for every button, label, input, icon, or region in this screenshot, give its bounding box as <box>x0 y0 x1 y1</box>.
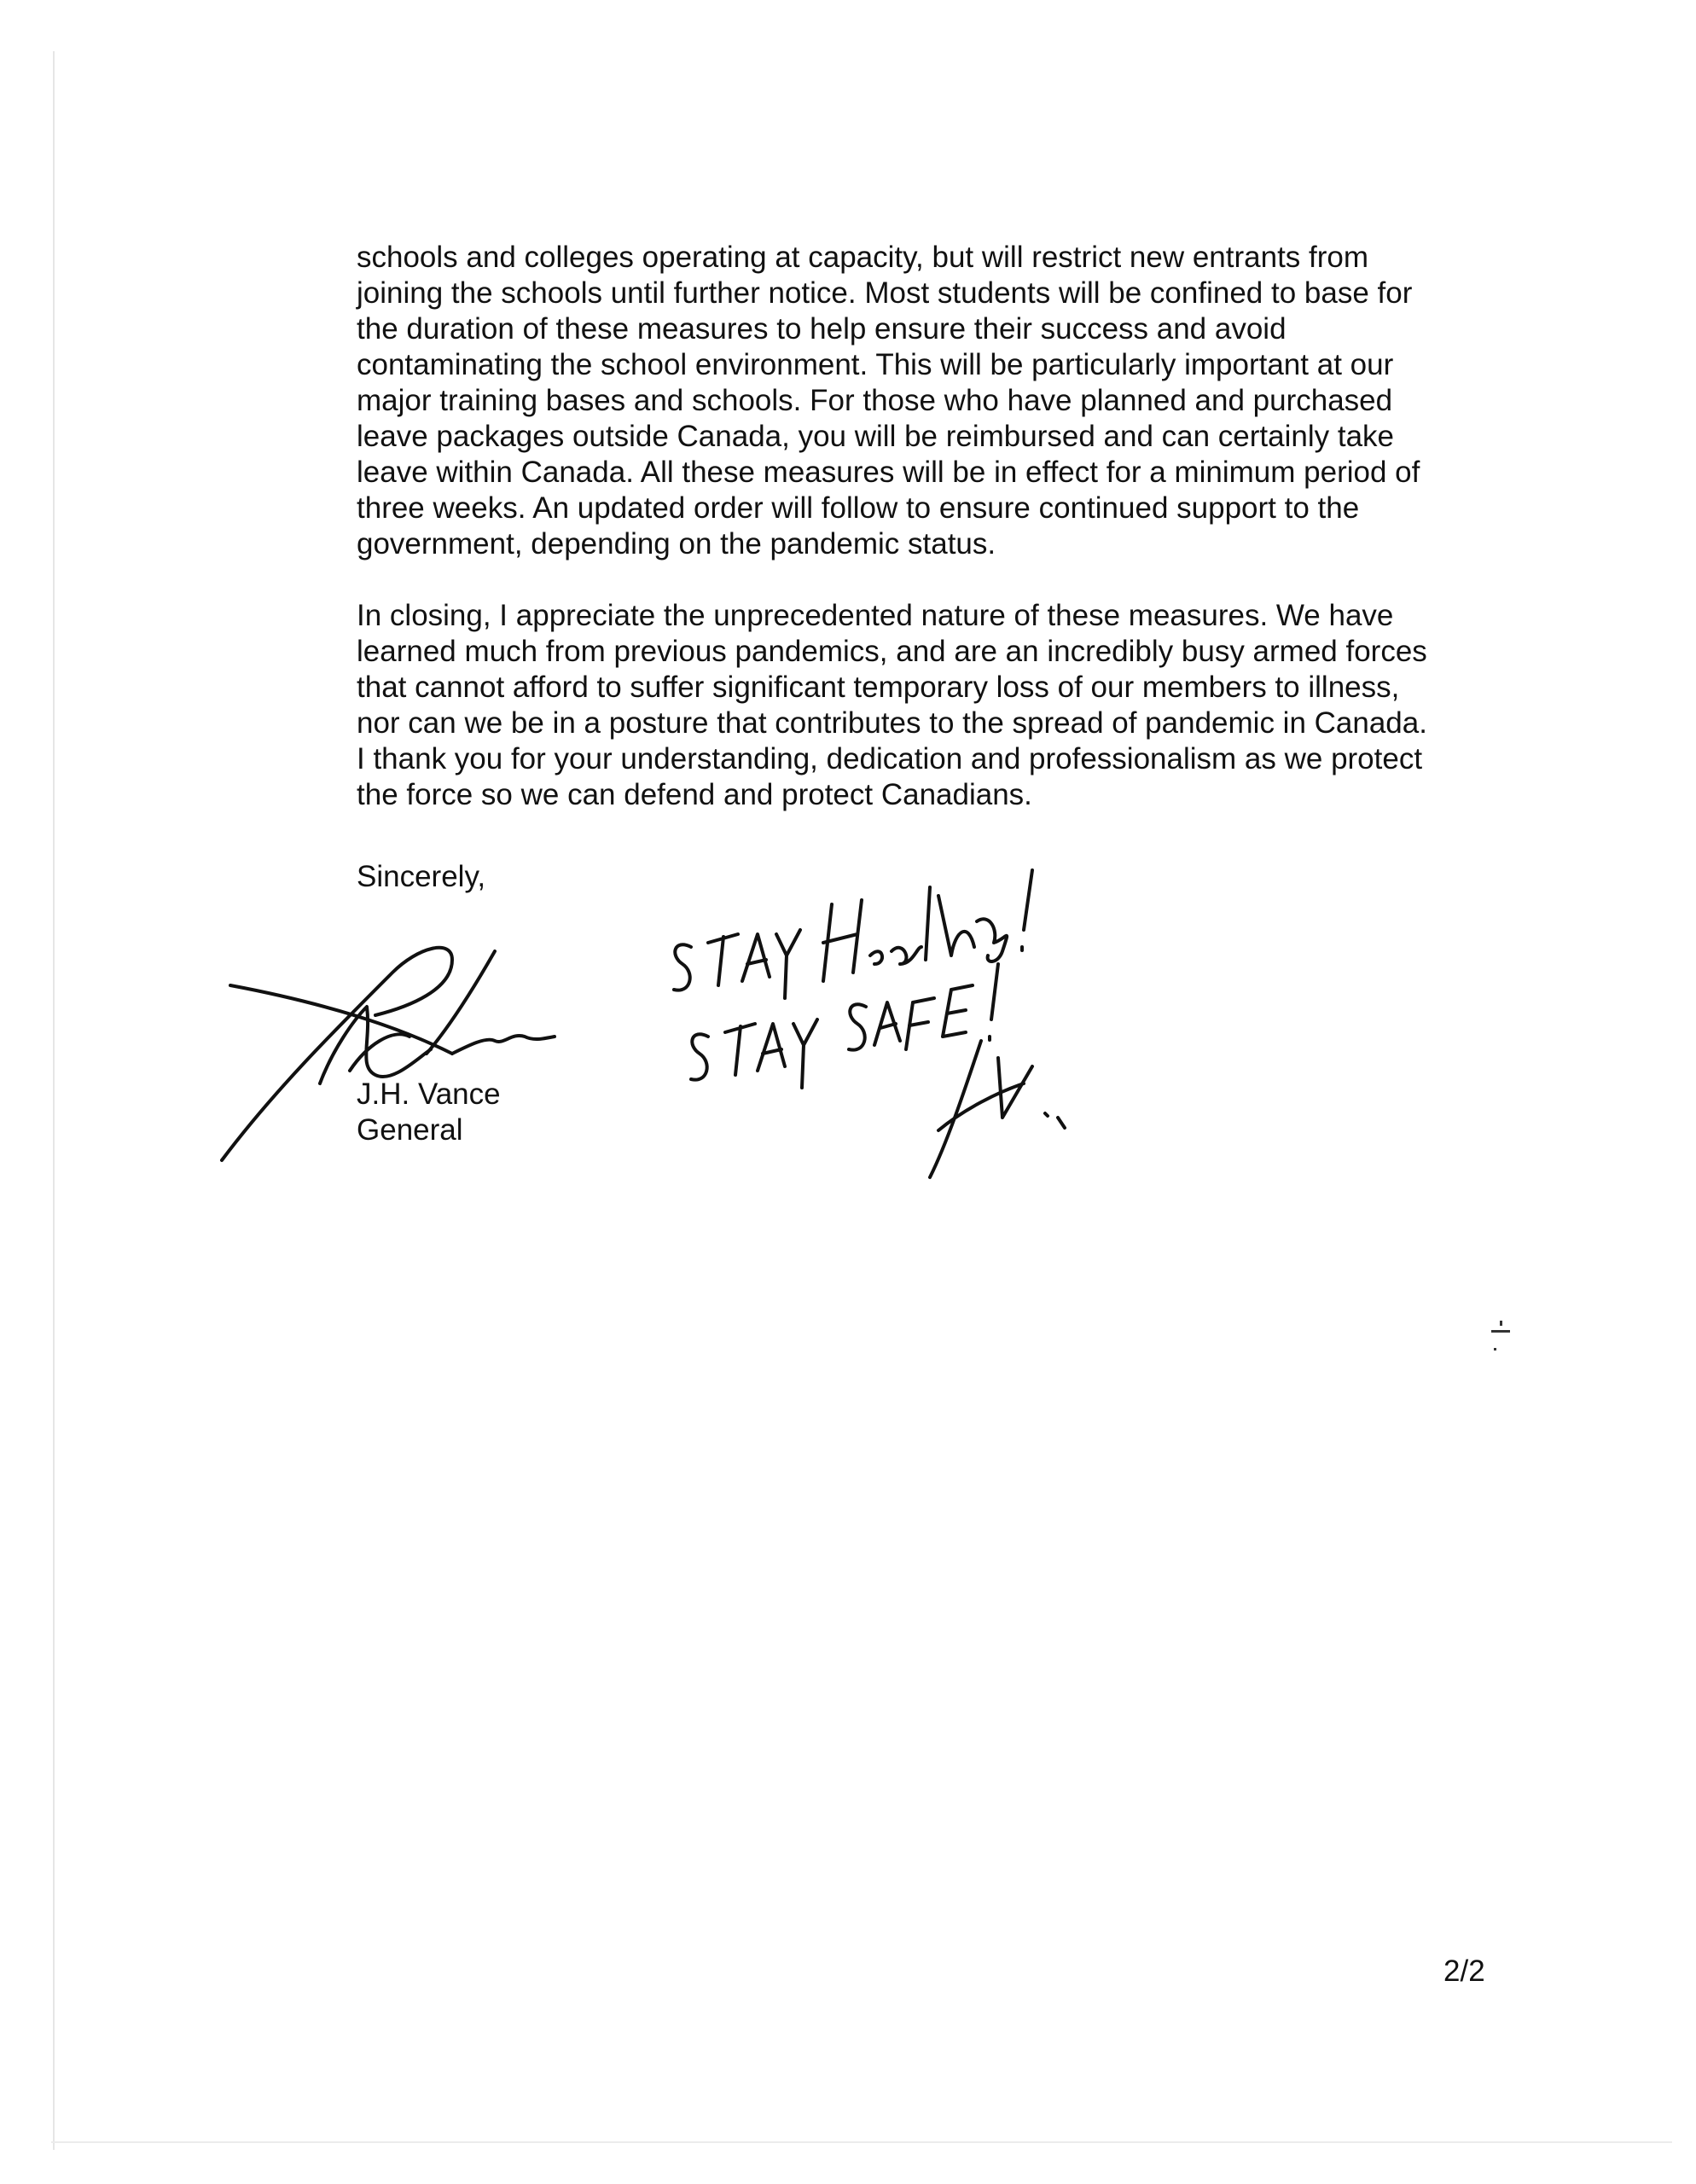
body-line: I thank you for your understanding, dedication and professionalism as we protect <box>357 742 1423 775</box>
scan-edge-bottom <box>51 2141 1672 2143</box>
body-line: that cannot afford to suffer significant temporary loss of our members to illness, <box>357 671 1400 704</box>
scan-edge-left <box>53 51 55 2150</box>
scan-speck <box>1494 1348 1496 1350</box>
body-line: leave within Canada. All these measures will be in effect for a minimum period of <box>357 456 1420 489</box>
handwritten-note-image <box>657 836 1135 1194</box>
body-line: In closing, I appreciate the unprecedented nature of these measures. We have <box>357 599 1394 632</box>
body-line: schools and colleges operating at capacity, but will restrict new entrants from <box>357 241 1369 274</box>
body-line: nor can we be in a posture that contributes to the spread of pandemic in Canada. <box>357 706 1427 740</box>
page-number: 2/2 <box>1443 1955 1485 1988</box>
body-line: government, depending on the pandemic status. <box>357 527 996 561</box>
paragraph-closing-remarks <box>357 598 1551 813</box>
body-line: the duration of these measures to help ensure their success and avoid <box>357 312 1287 346</box>
paragraph-measures <box>357 240 1551 562</box>
body-line: contaminating the school environment. This will be particularly important at our <box>357 348 1394 381</box>
body-line: leave packages outside Canada, you will be reimbursed and can certainly take <box>357 420 1394 453</box>
signer-block <box>357 1077 501 1148</box>
body-line: three weeks. An updated order will follow to ensure continued support to the <box>357 491 1360 525</box>
signer-name: J.H. Vance <box>357 1077 501 1111</box>
letter-body <box>357 240 1551 849</box>
body-line: major training bases and schools. For those who have planned and purchased <box>357 384 1393 417</box>
scan-speck <box>1491 1330 1510 1333</box>
body-line: learned much from previous pandemics, and are an incredibly busy armed forces <box>357 635 1427 668</box>
signer-title: General <box>357 1113 463 1147</box>
scan-speck <box>1500 1321 1502 1326</box>
body-line: the force so we can defend and protect Canadians. <box>357 778 1032 811</box>
closing-salutation: Sincerely, <box>357 860 486 893</box>
body-line: joining the schools until further notice. Most students will be confined to base for <box>357 276 1413 310</box>
